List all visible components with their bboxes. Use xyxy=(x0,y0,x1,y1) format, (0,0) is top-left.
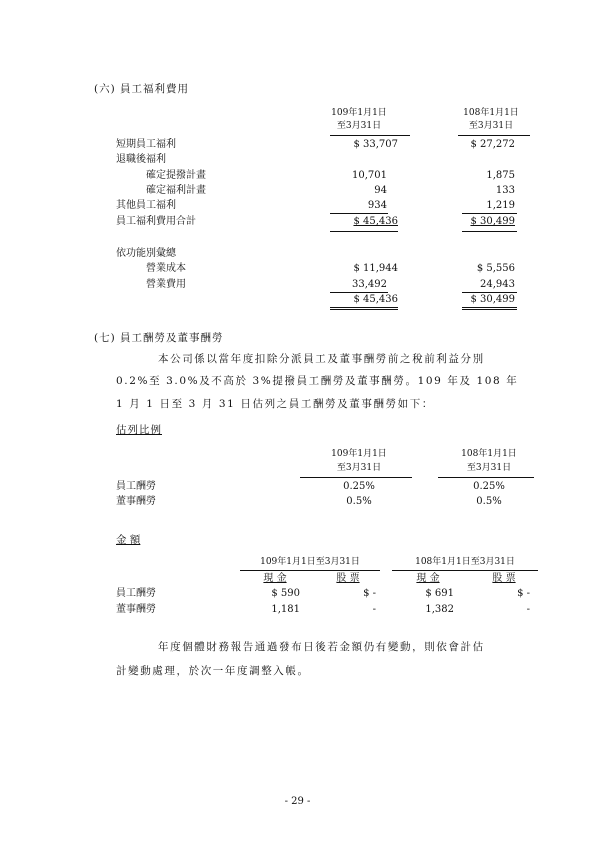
amount-header-109: 109年1月1日至3月31日 xyxy=(260,557,360,567)
paragraph-line: 1 月 1 日至 3 月 31 日估列之員工酬勞及董事酬勞如下： xyxy=(116,398,434,410)
amount-stock-109: - xyxy=(372,604,376,615)
row-label: 依功能別彙總 xyxy=(116,248,176,259)
row-label: 確定福利計畫 xyxy=(146,185,206,196)
ratio-col2-line1: 108年1月1日 xyxy=(461,449,517,459)
row-value-109: $ 11,944 xyxy=(353,263,398,274)
note-line: 年度個體財務報告通過發布日後若金額仍有變動，則依會計估 xyxy=(158,641,485,653)
row-value-109: 94 xyxy=(374,185,387,196)
page-number: - 29 - xyxy=(284,796,311,807)
row-label: 退職後福利 xyxy=(116,154,166,165)
col2-header-line1: 108年1月1日 xyxy=(463,108,519,118)
ratio-row-label: 員工酬勞 xyxy=(116,481,156,492)
paragraph-line: 本公司係以當年度扣除分派員工及董事酬勞前之稅前利益分別 xyxy=(158,353,485,365)
row-label: 營業成本 xyxy=(146,263,186,274)
note-line: 計變動處理，於次一年度調整入帳。 xyxy=(116,665,310,677)
row-value-109: $ 45,436 xyxy=(353,216,398,227)
amount-cash-109: $ 590 xyxy=(271,588,300,599)
row-value-109: $ 45,436 xyxy=(353,294,398,305)
ratio-row-label: 董事酬勞 xyxy=(116,496,156,507)
sub-stock-108: 股 票 xyxy=(492,573,516,584)
row-label: 短期員工福利 xyxy=(116,139,176,150)
sub-stock-109: 股 票 xyxy=(336,573,360,584)
ratio-col1-line1: 109年1月1日 xyxy=(331,449,387,459)
ratio-col2-line2: 至3月31日 xyxy=(466,463,512,473)
amount-cash-108: $ 691 xyxy=(425,588,454,599)
row-value-108: $ 30,499 xyxy=(470,294,515,305)
amount-cash-109: 1,181 xyxy=(271,604,300,615)
amount-stock-108: - xyxy=(526,604,530,615)
ratio-value-109: 0.5% xyxy=(346,496,372,507)
row-label: 員工福利費用合計 xyxy=(116,216,196,227)
row-value-108: $ 30,499 xyxy=(470,216,515,227)
amount-stock-109: $ - xyxy=(363,588,376,599)
row-value-108: 1,875 xyxy=(486,170,515,181)
row-value-109: 10,701 xyxy=(352,170,387,181)
row-value-108: $ 5,556 xyxy=(476,263,515,274)
ratio-value-108: 0.25% xyxy=(473,481,505,492)
row-value-108: 1,219 xyxy=(486,200,515,211)
section-7-heading: (七) 員工酬勞及董事酬勞 xyxy=(94,332,224,344)
amount-stock-108: $ - xyxy=(517,588,530,599)
ratio-title: 估列比例 xyxy=(116,424,162,436)
row-value-109: 33,492 xyxy=(352,279,387,290)
row-value-109: 934 xyxy=(367,200,387,211)
amount-cash-108: 1,382 xyxy=(425,604,454,615)
row-label: 其他員工福利 xyxy=(116,200,176,211)
amount-header-108: 108年1月1日至3月31日 xyxy=(415,557,515,567)
paragraph-line: 0.2%至 3.0%及不高於 3%提撥員工酬勞及董事酬勞。109 年及 108 年 xyxy=(116,375,519,387)
sub-cash-109: 現 金 xyxy=(263,573,287,584)
ratio-value-109: 0.25% xyxy=(343,481,375,492)
sub-cash-108: 現 金 xyxy=(416,573,440,584)
ratio-col1-line2: 至3月31日 xyxy=(336,463,382,473)
col2-header-line2: 至3月31日 xyxy=(468,121,514,131)
amount-row-label: 董事酬勞 xyxy=(116,604,156,615)
row-label: 確定提撥計畫 xyxy=(146,170,206,181)
row-label: 營業費用 xyxy=(146,279,186,290)
section-6-heading: (六) 員工福利費用 xyxy=(94,83,190,95)
ratio-value-108: 0.5% xyxy=(476,496,502,507)
row-value-108: 133 xyxy=(495,185,515,196)
amount-row-label: 員工酬勞 xyxy=(116,588,156,599)
row-value-109: $ 33,707 xyxy=(353,139,398,150)
amount-title: 金 額 xyxy=(116,534,141,546)
col1-header-line2: 至3月31日 xyxy=(336,121,382,131)
row-value-108: 24,943 xyxy=(480,279,515,290)
col1-header-line1: 109年1月1日 xyxy=(331,108,387,118)
row-value-108: $ 27,272 xyxy=(470,139,515,150)
